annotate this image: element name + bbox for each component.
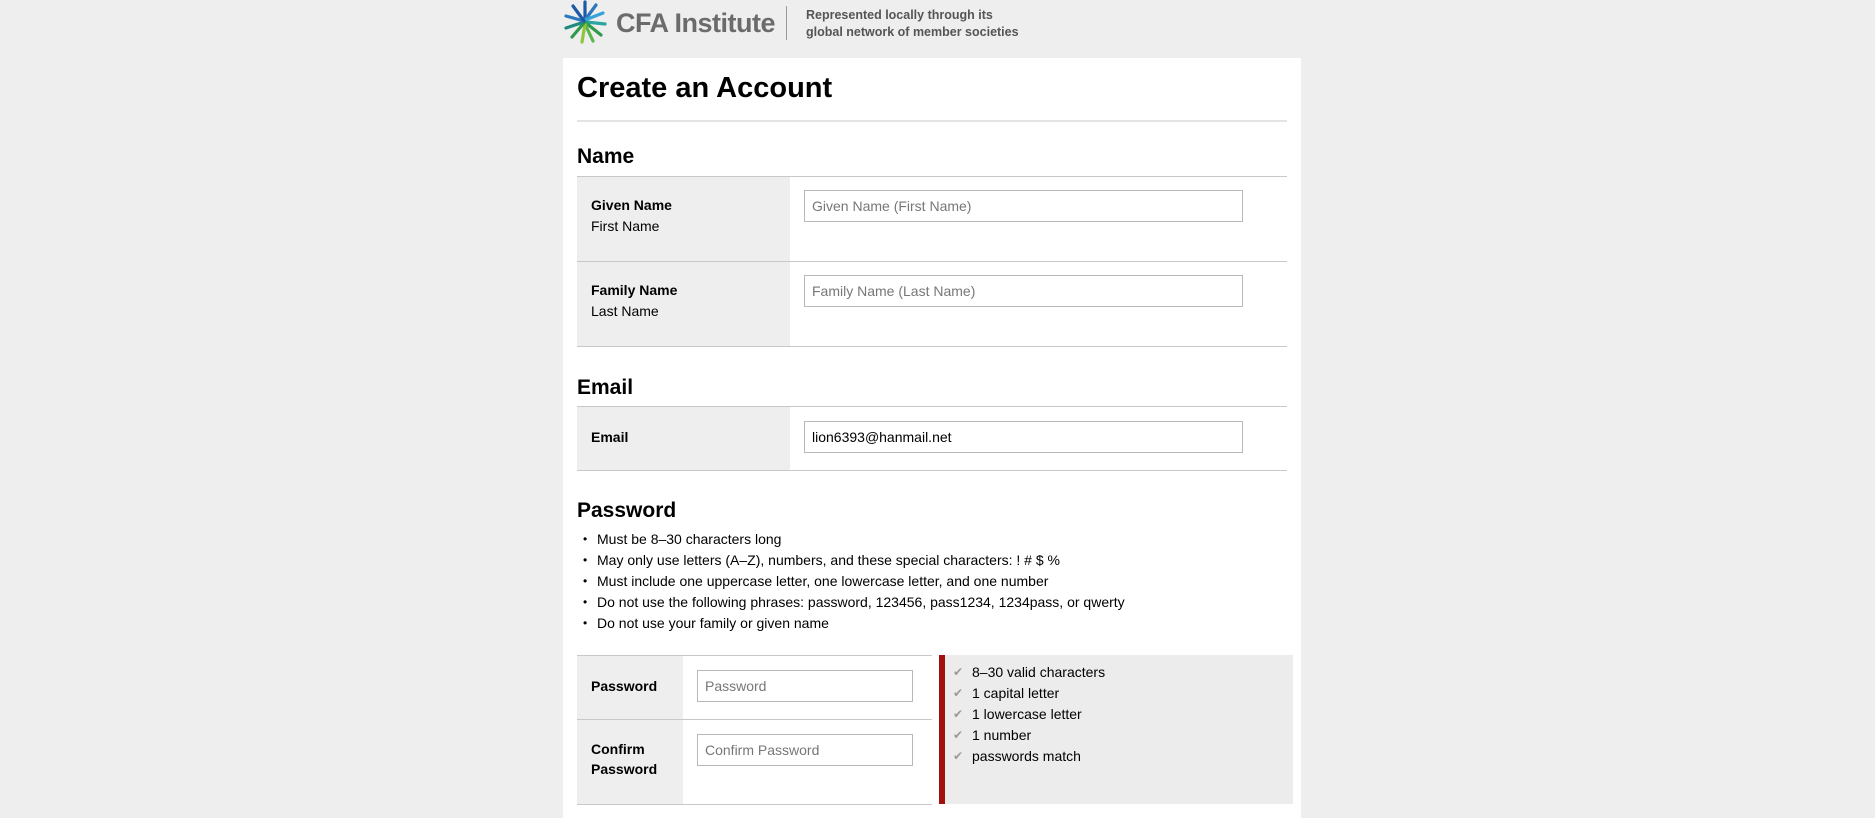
requirements-list — [953, 662, 1105, 767]
email-row — [577, 407, 1287, 471]
status-bar — [939, 655, 945, 804]
cfa-logo-icon[interactable] — [563, 0, 607, 44]
family-name-label-cell — [577, 262, 790, 346]
email-input[interactable] — [804, 421, 1243, 453]
confirm-password-input[interactable] — [697, 734, 913, 766]
password-requirements-panel — [939, 655, 1293, 804]
confirm-password-label-cell — [577, 720, 683, 804]
password-rule: • Must include one uppercase letter, one lowercase letter, and one number — [577, 571, 1125, 592]
password-rule: • Must be 8–30 characters long — [577, 529, 1125, 550]
password-rule: • Do not use the following phrases: password, 123456, pass1234, 1234pass, or qwerty — [577, 592, 1125, 613]
given-name-label-cell — [577, 177, 790, 261]
given-name-input[interactable] — [804, 190, 1243, 222]
divider — [577, 470, 1287, 471]
check-icon: ✔ — [953, 707, 964, 721]
title-divider — [577, 120, 1287, 122]
given-name-row — [577, 177, 1287, 261]
requirement-item: ✔ 1 capital letter — [953, 683, 1105, 704]
name-section-heading: Name — [577, 145, 635, 168]
form-card — [563, 58, 1301, 818]
password-rule: • Do not use your family or given name — [577, 613, 1125, 634]
confirm-label-line-1: Confirm — [591, 741, 645, 757]
check-icon: ✔ — [953, 686, 964, 700]
requirement-item: ✔ 1 number — [953, 725, 1105, 746]
tagline-line-1: Represented locally through its — [806, 8, 993, 22]
email-label: Email — [591, 429, 629, 445]
password-section-heading: Password — [577, 499, 677, 522]
email-section-heading: Email — [577, 376, 634, 399]
check-icon: ✔ — [953, 728, 964, 742]
family-name-row — [577, 262, 1287, 346]
tagline-line-2: global network of member societies — [806, 25, 1019, 39]
password-rules-list — [577, 529, 1125, 634]
password-input[interactable] — [697, 670, 913, 702]
divider — [577, 346, 1287, 347]
header-tagline — [806, 7, 1019, 41]
email-label-cell — [577, 407, 790, 471]
given-name-label: Given Name — [591, 197, 672, 213]
requirement-item: ✔ passwords match — [953, 746, 1105, 767]
password-row — [577, 655, 932, 719]
confirm-label-line-2: Password — [591, 761, 658, 777]
password-label: Password — [591, 678, 658, 694]
check-icon: ✔ — [953, 749, 964, 763]
family-name-input[interactable] — [804, 275, 1243, 307]
site-header — [563, 0, 1123, 58]
check-icon: ✔ — [953, 665, 964, 679]
requirement-item: ✔ 1 lowercase letter — [953, 704, 1105, 725]
password-rule: • May only use letters (A–Z), numbers, and these special characters: ! # $ % — [577, 550, 1125, 571]
header-divider — [786, 6, 787, 40]
family-name-sublabel: Last Name — [591, 303, 659, 319]
given-name-sublabel: First Name — [591, 218, 660, 234]
page-title: Create an Account — [577, 72, 833, 104]
brand-name: CFA Institute — [616, 8, 775, 38]
family-name-label: Family Name — [591, 282, 678, 298]
password-label-cell — [577, 656, 683, 719]
requirement-item: ✔ 8–30 valid characters — [953, 662, 1105, 683]
confirm-password-row — [577, 719, 932, 805]
